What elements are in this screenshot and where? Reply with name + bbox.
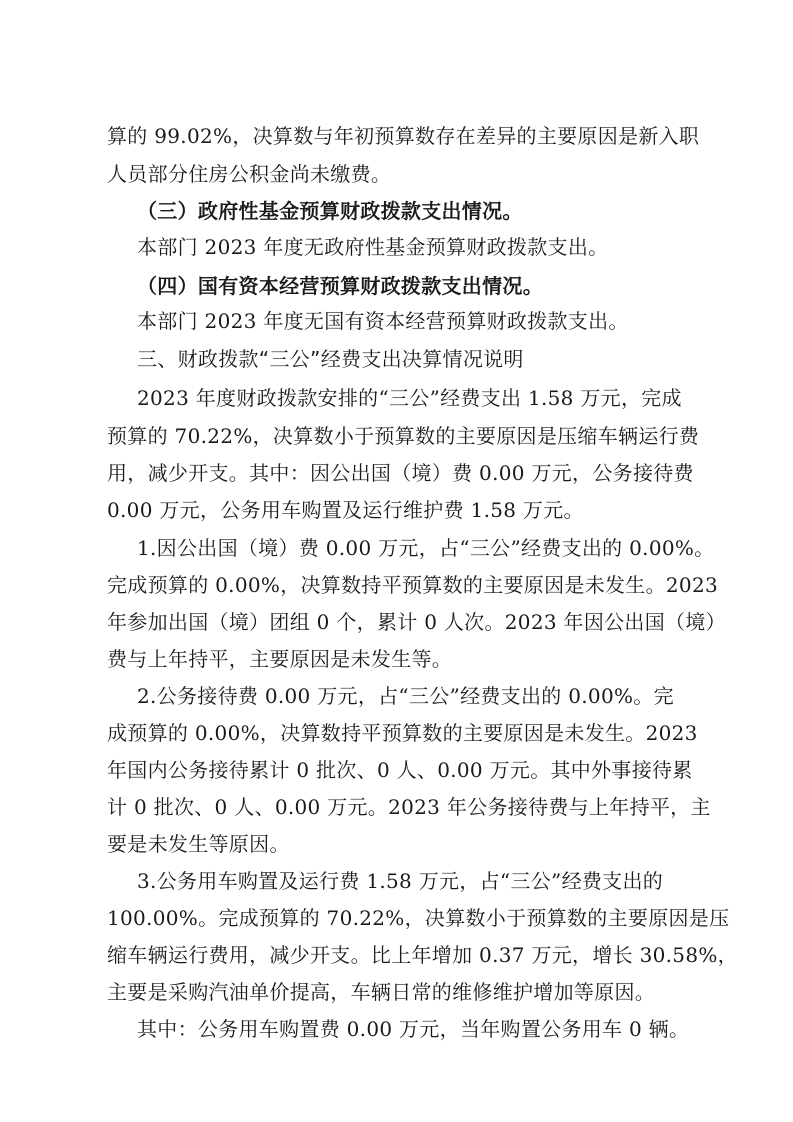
paragraph-line: 主要是采购汽油单价提高，车辆日常的维修维护增加等原因。 <box>107 980 656 1004</box>
paragraph-line: 3.公务用车购置及运行费 1.58 万元，占“三公”经费支出的 <box>137 869 664 893</box>
paragraph-line: 成预算的 0.00%，决算数持平预算数的主要原因是未发生。2023 <box>107 721 698 745</box>
subsection-heading-3: （三）政府性基金预算财政拨款支出情况。 <box>137 199 523 223</box>
paragraph-line: 年国内公务接待累计 0 批次、0 人、0.00 万元。其中外事接待累 <box>107 758 693 782</box>
paragraph-line: 算的 99.02%，决算数与年初预算数存在差异的主要原因是新入职 <box>107 124 700 148</box>
paragraph-line: 本部门 2023 年度无国有资本经营预算财政拨款支出。 <box>137 309 629 333</box>
paragraph-line: 用，减少开支。其中：因公出国（境）费 0.00 万元，公务接待费 <box>107 461 694 485</box>
paragraph-line: 年参加出国（境）团组 0 个，累计 0 人次。2023 年因公出国（境） <box>107 610 726 634</box>
paragraph-line: 完成预算的 0.00%，决算数持平预算数的主要原因是未发生。2023 <box>107 573 718 597</box>
paragraph-line: 计 0 批次、0 人、0.00 万元。2023 年公务接待费与上年持平，主 <box>107 795 711 819</box>
paragraph-line: 1.因公出国（境）费 0.00 万元，占“三公”经费支出的 0.00%。 <box>137 536 715 560</box>
paragraph-line: 预算的 70.22%，决算数小于预算数的主要原因是压缩车辆运行费 <box>107 424 700 448</box>
section-heading: 三、财政拨款“三公”经费支出决算情况说明 <box>137 347 524 371</box>
paragraph-line: 缩车辆运行费用，减少开支。比上年增加 0.37 万元，增长 30.58%， <box>107 943 738 967</box>
paragraph-line: 2023 年度财政拨款安排的“三公”经费支出 1.58 万元，完成 <box>137 386 682 410</box>
paragraph-line: 要是未发生等原因。 <box>107 832 290 856</box>
paragraph-line: 费与上年持平，主要原因是未发生等。 <box>107 647 453 671</box>
paragraph-line: 人员部分住房公积金尚未缴费。 <box>107 162 392 186</box>
subsection-heading-4: （四）国有资本经营预算财政拨款支出情况。 <box>137 274 543 298</box>
paragraph-line: 其中：公务用车购置费 0.00 万元，当年购置公务用车 0 辆。 <box>137 1017 690 1041</box>
paragraph-line: 100.00%。完成预算的 70.22%，决算数小于预算数的主要原因是压 <box>107 906 730 930</box>
paragraph-line: 2.公务接待费 0.00 万元，占“三公”经费支出的 0.00%。完 <box>137 684 674 708</box>
paragraph-line: 0.00 万元，公务用车购置及运行维护费 1.58 万元。 <box>107 498 584 522</box>
paragraph-line: 本部门 2023 年度无政府性基金预算财政拨款支出。 <box>137 235 609 259</box>
